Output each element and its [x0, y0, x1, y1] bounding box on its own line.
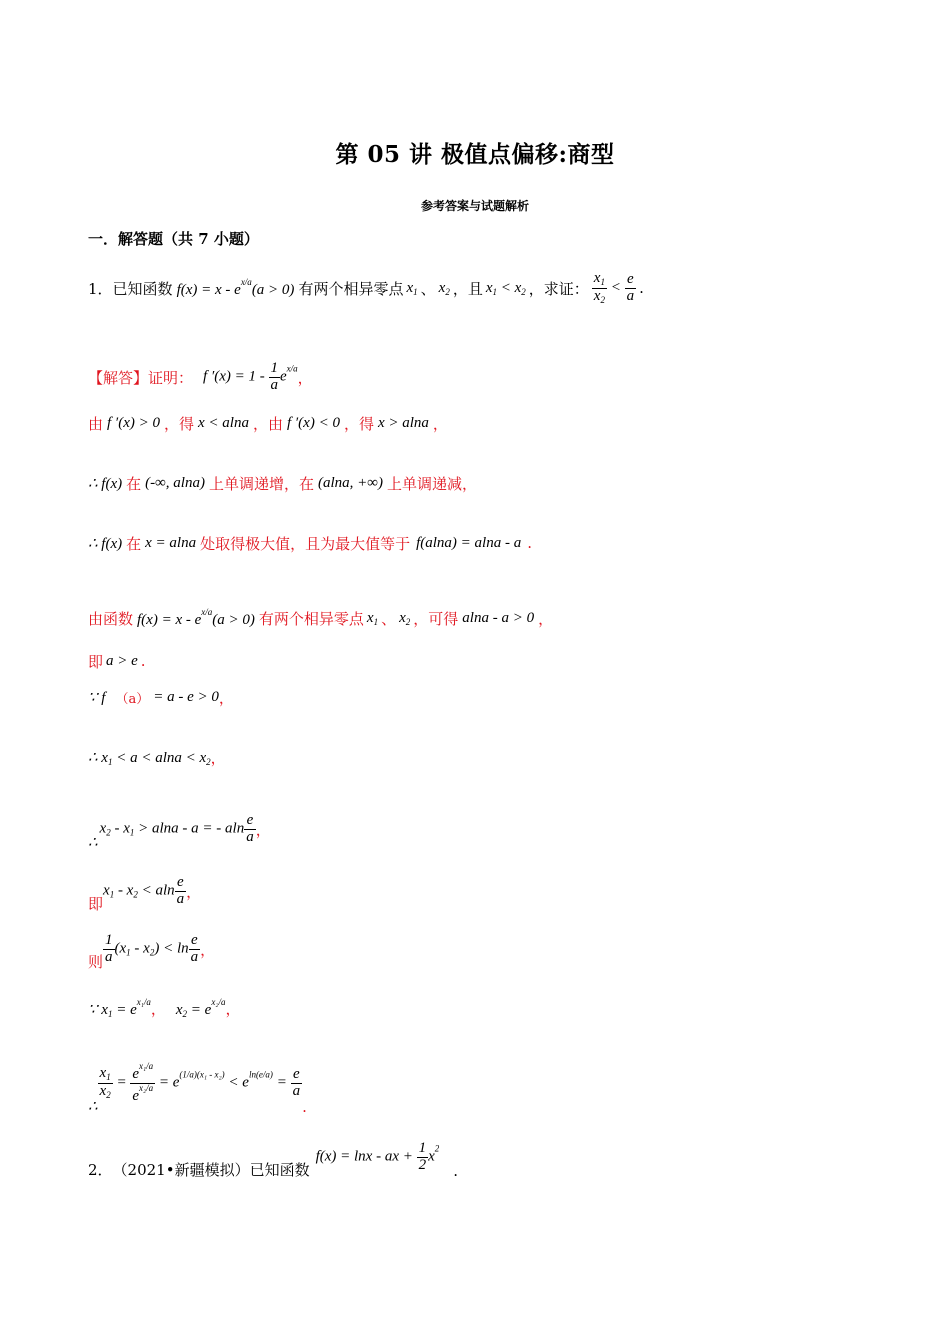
formula-f2-def: f(x) = lnx - ax + $\frac{1}{2}$ $x^2$: [315, 1139, 440, 1173]
formula-f-def-2: $f(x) = x - e^{x/a}(a > 0)$: [137, 607, 255, 628]
formula-inequality-ln: $\frac{1}{a}$ $(x_1 - x_2) < \ln$ $\frac{e}{a}$: [105, 931, 199, 965]
comma: ，: [538, 609, 554, 628]
text-ji: 即: [88, 652, 104, 671]
formula-final-ratio: $\frac{x_1}{x_2}$ = $\frac{e^{x_1/a}}{e^{x_2/a}}$ = $e^{(1/a)(x_1 - x_2)} < e^{ln(e/a)}$ = $\frac{e}{a}$: [99, 1060, 301, 1104]
text-de-2: ，得: [343, 414, 374, 433]
problem-2-end: .: [453, 1162, 459, 1180]
page-subtitle: 参考答案与试题解析: [420, 199, 529, 213]
period: .: [140, 652, 146, 670]
period: .: [302, 1098, 307, 1116]
text-two-zeros: 有两个相异零点: [258, 609, 364, 628]
formula-x-gt-alna: x > alna: [377, 414, 429, 431]
comma: ，: [255, 820, 271, 839]
text-a: （a）: [115, 691, 150, 707]
solution-line-11: [88, 926, 215, 972]
solution-line-9: [88, 806, 271, 852]
text-can-get: ，可得: [413, 609, 459, 628]
problem-2-text: （2021•新疆模拟）已知函数: [112, 1161, 310, 1179]
text-by-function: 由函数: [88, 609, 134, 628]
formula-x2-exp: $x_2 = e^{x_2/a}$: [175, 997, 226, 1019]
comma: ，: [210, 748, 226, 767]
period: .: [527, 534, 532, 552]
formula-x1-b: $x_1$: [366, 609, 379, 627]
formula-a-gt-e: a > e: [106, 652, 138, 669]
therefore-symbol: ∴: [88, 1099, 98, 1115]
formula-x1-lt-x2: $x_1 < x_2$: [485, 279, 526, 297]
page-title: 第 05 讲 极值点偏移:商型: [335, 141, 615, 168]
comma: ，: [297, 368, 313, 387]
text-de: ，得: [163, 414, 194, 433]
text-decreasing: 上单调递减，: [386, 474, 477, 493]
formula-x2-b: $x_2$: [399, 609, 411, 627]
text-sep: 、: [381, 609, 397, 628]
solution-line-3: [88, 470, 477, 496]
formula-x-lt-alna: x < alna: [198, 414, 249, 431]
problem-1-number: 1．: [88, 279, 113, 298]
solution-line-4: [88, 530, 532, 556]
comma: ，: [200, 940, 216, 959]
formula-because-f: ∵ f: [88, 689, 106, 706]
formula-x1-exp: ∵ $x_1 = e^{x_1/a}$: [88, 997, 151, 1019]
problem-1-given: 已知函数: [112, 279, 173, 298]
formula-therefore-f: ∴ f(x): [88, 475, 123, 492]
formula-goal: $\frac{x_1}{x_2}$ < $\frac{e}{a}$: [593, 270, 635, 305]
formula-x1: $x_1$: [406, 279, 418, 297]
text-ji-2: 即: [88, 895, 104, 913]
problem-2-number: 2．: [88, 1161, 113, 1179]
formula-a-minus-e: = a - e > 0: [153, 688, 219, 705]
solution-line-12: [88, 990, 240, 1026]
problem-2-statement: [88, 1134, 458, 1180]
text-zai: 在: [126, 474, 142, 493]
problem-1-prove: ，求证：: [528, 279, 589, 298]
text-max-value: 处取得极大值，且为最大值等于: [200, 534, 411, 553]
solution-line-7: [88, 684, 234, 710]
solution-line-8: [88, 744, 226, 770]
formula-x-eq-alna: x = alna: [145, 534, 197, 551]
solution-proof: 证明：: [148, 368, 194, 387]
comma: ，: [432, 414, 448, 433]
formula-f-alna: f(alna) = alna - a: [416, 534, 522, 551]
formula-fprime-pos: f ′(x) > 0: [107, 414, 160, 431]
formula-fprime: f ′(x) = 1 - $\frac{1}{a}$ $e^{x/a}$: [203, 359, 298, 393]
formula-x2-minus-x1: $x_2 - x_1 > alna - a$ = - aln $\frac{e}{a}$: [99, 811, 254, 845]
problem-1-end: .: [639, 279, 644, 297]
text-increasing: 上单调递增，在: [208, 474, 314, 493]
comma: ，: [186, 882, 202, 901]
problem-1-and: ，且: [452, 279, 483, 298]
section-heading: 一．解答题（共 7 小题）: [88, 230, 259, 248]
text-you-2: ，由: [252, 414, 283, 433]
formula-f-def: $f(x) = x - e^{x/a}(a > 0)$: [176, 277, 295, 298]
comma: ，: [225, 999, 241, 1018]
problem-1-mid: 有两个相异零点: [298, 279, 404, 298]
formula-chain: ∴ $x_1 < a < alna < x_2$: [88, 749, 211, 767]
formula-interval-left: (-∞, alna): [145, 474, 205, 491]
formula-x2: $x_2$: [438, 279, 450, 297]
comma: ，: [150, 999, 166, 1018]
solution-line-2: [88, 410, 448, 436]
problem-1-statement: [88, 262, 644, 314]
formula-therefore-f-2: ∴ f(x): [88, 535, 123, 552]
formula-x1-minus-x2: $x_1 - x_2 < aln$ $\frac{e}{a}$: [103, 873, 185, 907]
solution-line-5: [88, 598, 553, 638]
solution-line-1: [88, 352, 313, 402]
text-zai-2: 在: [126, 534, 142, 553]
comma: ，: [218, 688, 234, 707]
solution-line-10: [88, 868, 201, 914]
problem-1-sep: 、: [420, 279, 436, 298]
formula-alna-minus-a-pos: alna - a > 0: [462, 609, 535, 626]
solution-line-6: [88, 648, 146, 674]
solution-line-13: [88, 1050, 307, 1116]
solution-tag: 【解答】: [88, 368, 149, 387]
formula-fprime-neg: f ′(x) < 0: [286, 414, 340, 431]
therefore-symbol: ∴: [88, 835, 98, 851]
text-ze: 则: [88, 953, 104, 971]
formula-interval-right: (alna, +∞): [318, 474, 383, 491]
text-you: 由: [88, 414, 104, 433]
